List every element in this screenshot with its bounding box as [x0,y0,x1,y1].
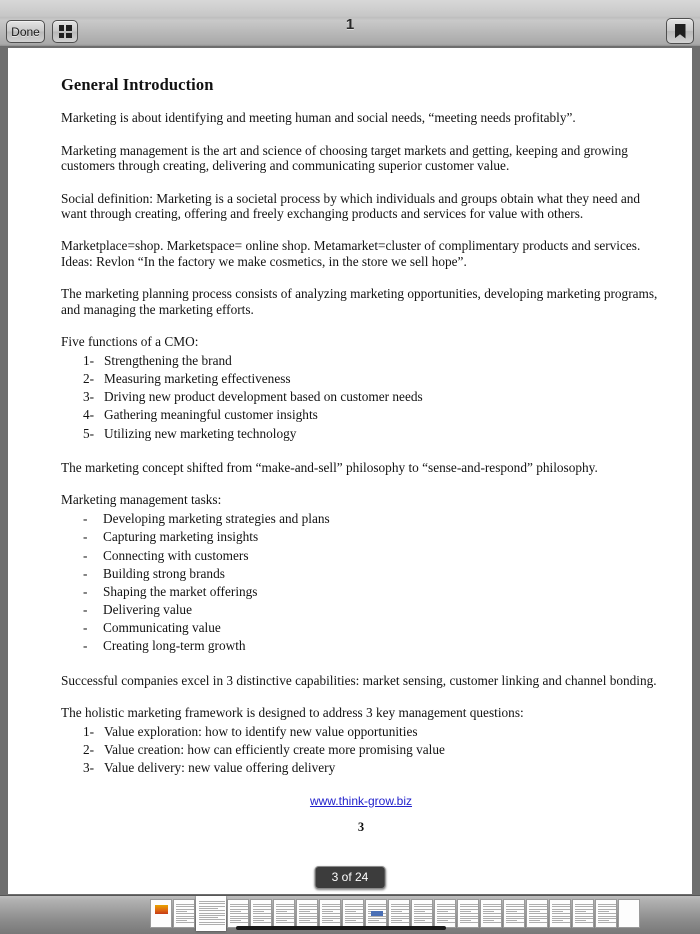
thumbnail-text-line [460,906,478,907]
list-marker: 1- [83,724,95,740]
thumbnail-text-line [552,906,570,907]
list-marker: 5- [83,425,95,441]
thumbnail-text-line [529,916,547,917]
thumbnail-text-line [368,922,386,923]
thumbnail-text-line [322,909,340,910]
thumbnail-text-line [506,904,524,905]
thumbnail-text-line [483,911,494,912]
thumbnail-text-line [230,906,248,907]
thumbnail-text-line [276,911,287,912]
thumbnail-text-line [575,906,593,907]
thumbnail-text-line [230,916,248,917]
list-item [61,389,661,405]
thumbnail-text-line [414,911,425,912]
thumbnail-text-line [368,918,386,919]
list-item-text: Value exploration: how to identify new value opportunities [104,724,418,740]
bookmark-button[interactable] [666,18,694,44]
list-marker: - [83,529,88,545]
thumbnail-page-3[interactable] [196,896,226,931]
thumbnail-text-line [437,906,455,907]
list-item-text: Driving new product development based on customer needs [104,389,423,405]
document-page-number: 3 [357,820,365,835]
thumbnail-text-line [437,920,448,921]
done-button-label: Done [11,24,40,39]
paragraph-2: Marketing management is the art and science of choosing target markets and getting, keeping and growing customers through creating, delivering and communicating superior customer value. [61,142,628,174]
list-item [61,566,661,582]
thumbnail-page-11[interactable] [388,899,410,928]
thumbnail-page-6[interactable] [273,899,295,928]
list-item-text: Building strong brands [103,565,225,581]
thumbnail-text-line [483,920,494,921]
list-item [61,724,661,740]
thumbnail-text-line [276,909,294,910]
thumbnail-text-line [552,911,563,912]
thumbnail-text-line [598,913,616,914]
list-item [61,529,661,545]
thumbnail-text-line [299,922,317,923]
thumbnail-text-line [552,909,570,910]
thumbnail-text-line [575,913,593,914]
management-tasks-list [61,511,661,654]
thumbnail-text-line [199,906,225,907]
thumbnail-text-line [299,906,317,907]
thumbnail-text-line [391,909,409,910]
footer-link-row [61,793,661,809]
website-link[interactable]: www.think-grow.biz [309,793,413,808]
thumbnail-text-line [230,920,241,921]
thumbnail-text-line [276,906,294,907]
thumbnail-page-13[interactable] [434,899,456,928]
thumbnail-page-5[interactable] [250,899,272,928]
thumbnail-text-line [529,906,547,907]
thumbnail-text-line [437,913,455,914]
list-item-text: Measuring marketing effectiveness [104,371,291,387]
thumbnail-text-line [506,918,524,919]
thumbnail-text-line [199,922,225,923]
list-marker: - [83,620,88,636]
thumbnail-text-line [199,910,225,911]
list-item-text: Utilizing new marketing technology [104,425,297,441]
list-item [61,548,661,564]
paragraph-7: Successful companies excel in 3 distinctive capabilities: market sensing, customer linking and channel bonding. [61,673,657,689]
thumbnail-text-line [345,911,356,912]
thumbnail-text-line [253,918,271,919]
thumbnail-text-line [598,918,616,919]
thumbnail-text-line [253,922,271,923]
thumbnail-scrubber[interactable] [0,895,700,934]
list-item [61,620,661,636]
page-title: 1 [345,16,355,33]
thumbnail-text-line [460,913,478,914]
thumbnail-text-line [414,922,432,923]
document-heading: General Introduction [61,75,214,94]
thumbnail-text-line [299,904,317,905]
thumbnail-text-line [529,913,547,914]
thumbnail-text-line [199,901,225,902]
thumbnail-text-line [414,904,432,905]
cmo-functions-list [61,353,661,441]
thumbnail-text-line [253,913,271,914]
list-item [61,426,661,442]
thumbnail-text-line [176,920,187,921]
list-marker: - [83,602,88,618]
thumbnail-text-line [483,909,501,910]
thumbnail-text-line [460,909,478,910]
list-item-text: Value creation: how can efficiently create more promising value [104,742,445,758]
thumbnail-text-line [437,916,455,917]
holistic-questions-list [61,724,661,776]
thumbnail-text-line [322,904,340,905]
thumbnail-text-line [598,911,609,912]
thumbnail-text-line [322,918,340,919]
thumbnail-page-9[interactable] [342,899,364,928]
thumbnail-text-line [230,913,248,914]
thumbnail-text-line [552,920,563,921]
bookmark-icon [675,24,686,39]
thumbnail-page-19[interactable] [572,899,594,928]
thumbnail-text-line [391,916,409,917]
thumbnail-text-line [276,920,287,921]
thumbnail-text-line [506,909,524,910]
thumbnail-text-line [483,906,501,907]
thumbnail-text-line [322,906,340,907]
list-item [61,602,661,618]
thumbnail-text-line [414,909,432,910]
thumbnail-text-line [391,906,409,907]
thumbnail-page-10[interactable] [365,899,387,928]
thumbnail-page-4[interactable] [227,899,249,928]
list-item-text: Creating long-term growth [103,638,246,654]
list-item-text: Developing marketing strategies and plans [103,511,330,527]
page-indicator-badge: 3 of 24 [315,866,386,889]
thumbnail-text-line [575,909,593,910]
thumbnail-text-line [230,911,241,912]
thumbnail-text-line [414,920,425,921]
thumbnail-text-line [598,922,616,923]
thumbnail-text-line [598,909,616,910]
thumbnail-text-line [575,904,593,905]
document-page[interactable] [8,48,692,894]
thumbnail-text-line [391,911,402,912]
thumbnail-text-line [345,904,363,905]
thumbnail-text-line [460,920,471,921]
thumbnail-text-line [276,918,294,919]
list-item [61,760,661,776]
thumbnail-text-line [368,906,386,907]
thumbnail-text-line [506,911,517,912]
top-toolbar [0,0,700,47]
thumbnail-page-15[interactable] [480,899,502,928]
thumbnail-text-line [322,920,333,921]
thumbnail-text-line [552,904,570,905]
thumbnail-text-line [575,916,593,917]
thumbnail-text-line [414,916,432,917]
thumbnail-text-line [199,919,225,920]
list-item-text: Communicating value [103,620,221,636]
list-marker: 2- [83,742,95,758]
thumbnail-text-line [276,904,294,905]
thumbnail-text-line [345,922,363,923]
thumbnail-text-line [253,920,264,921]
thumbnail-text-line [529,920,540,921]
thumbnail-page-18[interactable] [549,899,571,928]
thumbnail-text-line [176,916,194,917]
thumbnail-text-line [460,904,478,905]
thumbnail-text-line [230,922,248,923]
thumbnail-text-line [391,904,409,905]
list-item-text: Gathering meaningful customer insights [104,407,318,423]
thumbnail-text-line [598,904,616,905]
thumbnail-text-line [176,922,194,923]
thumbnail-text-line [253,904,271,905]
thumbnail-text-line [276,913,294,914]
thumbnail-text-line [437,918,455,919]
thumbnail-text-line [506,920,517,921]
thumbnail-text-line [199,915,225,916]
scrubber-track[interactable] [236,926,446,930]
thumbnail-text-line [199,924,225,925]
list-item-text: Shaping the market offerings [103,583,258,599]
thumbnail-text-line [575,922,593,923]
thumbnail-text-line [176,918,194,919]
thumbnail-page-2[interactable] [173,899,195,928]
thumbnail-text-line [437,911,448,912]
thumbnail-text-line [299,920,310,921]
thumbnail-text-line [529,904,547,905]
list-marker: 3- [83,760,95,776]
thumbnail-text-line [368,909,386,910]
thumbnail-text-line [529,918,547,919]
list-item [61,371,661,387]
thumbnail-text-line [460,916,478,917]
thumbnail-text-line [414,918,432,919]
thumbnail-text-line [391,918,409,919]
thumbnail-text-line [575,920,586,921]
thumbnail-text-line [299,913,317,914]
cover-art [155,905,168,914]
thumbnail-text-line [575,911,586,912]
list-marker: 1- [83,352,95,368]
thumbnail-text-line [529,922,547,923]
thumbnail-text-line [368,920,379,921]
paragraph-5: The marketing planning process consists of analyzing marketing opportunities, developing marketing programs, and managing the marketing efforts. [61,286,658,317]
thumbnail-text-line [176,909,194,910]
thumbnail-text-line [529,909,547,910]
thumbnail-page-21[interactable] [618,899,640,928]
list-item-text: Value delivery: new value offering delivery [104,760,336,776]
thumbnail-text-line [437,909,455,910]
thumbnail-text-line [253,909,271,910]
thumbnail-text-line [299,918,317,919]
list-item [61,638,661,654]
paragraph-3: Social definition: Marketing is a societal process by which individuals and groups obtain what they need and want through creating, offering and freely exchanging products and services for value with others. [61,190,641,222]
thumbnail-text-line [437,922,455,923]
thumbnail-text-line [437,904,455,905]
thumbnail-text-line [345,913,363,914]
thumbnail-text-line [552,916,570,917]
thumbnail-text-line [483,922,501,923]
thumbnail-page-12[interactable] [411,899,433,928]
thumbnail-text-line [575,918,593,919]
list-marker: - [83,547,88,563]
thumbnail-text-line [230,918,248,919]
thumbnail-text-line [199,908,218,909]
list-item-text: Capturing marketing insights [103,529,259,545]
thumbnail-text-line [598,916,616,917]
document-body [61,75,661,835]
thumbnail-text-line [276,916,294,917]
thumbnail-text-line [483,918,501,919]
thumbnail-text-line [598,906,616,907]
thumbnail-text-line [391,922,409,923]
list-marker: 3- [83,389,95,405]
thumbnail-text-line [368,904,386,905]
list-item-text: Strengthening the brand [104,352,232,368]
thumbnail-text-line [345,916,363,917]
thumbnail-text-line [253,916,271,917]
list-item-text: Delivering value [103,602,192,618]
list-item [61,742,661,758]
paragraph-4: Marketplace=shop. Marketspace= online shop. Metamarket=cluster of complimentary products and services. Ideas: Revlon “In the factory we make cosmetics, in the store we sell hope”. [61,238,641,270]
thumbnail-text-line [552,922,570,923]
thumbnail-text-line [199,917,218,918]
thumbnail-text-line [414,906,432,907]
list-item [61,353,661,369]
list-item [61,511,661,527]
thumbnail-text-line [529,911,540,912]
thumbnail-text-line [322,913,340,914]
tasks-list-intro: Marketing management tasks: [61,492,222,508]
thumbnail-page-20[interactable] [595,899,617,928]
thumbnail-text-line [322,911,333,912]
thumbnail-text-line [299,911,310,912]
thumbnail-text-line [345,920,356,921]
paragraph-6: The marketing concept shifted from “make-and-sell” philosophy to “sense-and-respond” philosophy. [61,460,598,476]
thumbnail-text-line [345,909,363,910]
list-marker: - [83,638,88,654]
thumbnail-page-16[interactable] [503,899,525,928]
thumbnail-text-line [391,913,409,914]
thumbnail-text-line [345,918,363,919]
list-item [61,584,661,600]
thumbnail-text-line [391,920,402,921]
thumbnail-text-line [483,913,501,914]
thumbnail-text-line [483,916,501,917]
thumbnail-text-line [176,904,194,905]
thumbnail-text-line [299,909,317,910]
thumbnail-text-line [199,903,225,904]
thumbnail-text-line [176,913,194,914]
thumbnail-text-line [253,906,271,907]
thumbnail-page-7[interactable] [296,899,318,928]
thumbnail-text-line [506,906,524,907]
paragraph-1: Marketing is about identifying and meeting human and social needs, “meeting needs profitably”. [61,110,576,126]
thumbnail-text-line [506,913,524,914]
thumbnail-text-line [460,911,471,912]
list-item-text: Connecting with customers [103,547,249,563]
thumbnail-text-line [460,918,478,919]
thumbnail-text-line [176,911,187,912]
thumbnail-text-line [552,913,570,914]
list-marker: 2- [83,371,95,387]
thumbnail-text-line [276,922,294,923]
list-marker: 4- [83,407,95,423]
list-marker: - [83,511,88,527]
thumbnail-text-line [199,913,225,914]
list-item [61,407,661,423]
list-marker: - [83,583,88,599]
thumbnail-page-1[interactable] [150,899,172,928]
thumbnail-text-line [552,918,570,919]
thumbnail-page-8[interactable] [319,899,341,928]
list-marker: - [83,565,88,581]
thumbnail-text-line [483,904,501,905]
cmo-list-intro: Five functions of a CMO: [61,334,199,350]
thumbnail-text-line [460,922,478,923]
thumbnail-page-17[interactable] [526,899,548,928]
thumbnail-chart [371,911,383,916]
thumbnail-text-line [253,911,264,912]
thumbnail-text-line [230,904,248,905]
thumbnail-text-line [230,909,248,910]
thumbnail-text-line [299,916,317,917]
holistic-list-intro: The holistic marketing framework is designed to address 3 key management questions: [61,705,524,721]
thumbnail-text-line [322,916,340,917]
thumbnail-page-14[interactable] [457,899,479,928]
thumbnail-text-line [506,922,524,923]
thumbnail-text-line [345,906,363,907]
thumbnail-text-line [506,916,524,917]
thumbnail-text-line [414,913,432,914]
thumbnail-text-line [598,920,609,921]
thumbnail-text-line [176,906,194,907]
thumbnail-text-line [322,922,340,923]
